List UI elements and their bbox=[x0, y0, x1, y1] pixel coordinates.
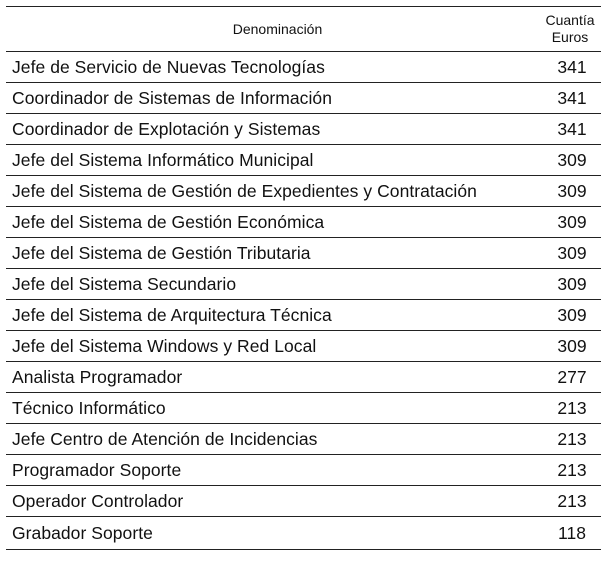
table-row bbox=[6, 269, 601, 300]
row-denominacion: Jefe del Sistema de Gestión de Expedientes y Contratación bbox=[12, 180, 477, 201]
row-denominacion: Jefe Centro de Atención de Incidencias bbox=[12, 428, 318, 449]
row-denominacion: Coordinador de Explotación y Sistemas bbox=[12, 118, 321, 139]
row-cuantia: 213 bbox=[557, 459, 587, 480]
row-denominacion: Coordinador de Sistemas de Información bbox=[12, 87, 332, 108]
row-cuantia: 118 bbox=[558, 522, 586, 543]
row-denominacion: Jefe de Servicio de Nuevas Tecnologías bbox=[12, 56, 325, 77]
table-header bbox=[6, 7, 601, 52]
table-row bbox=[6, 424, 601, 455]
row-cuantia: 213 bbox=[557, 490, 587, 511]
table-row bbox=[6, 83, 601, 114]
table-row bbox=[6, 362, 601, 393]
row-denominacion: Grabador Soporte bbox=[12, 522, 153, 543]
header-cuantia-line2: Euros bbox=[551, 29, 589, 45]
table-row bbox=[6, 145, 601, 176]
row-cuantia: 309 bbox=[557, 273, 587, 294]
table-row bbox=[6, 486, 601, 517]
row-denominacion: Técnico Informático bbox=[12, 397, 166, 418]
row-cuantia: 309 bbox=[557, 211, 587, 232]
table-row bbox=[6, 207, 601, 238]
row-denominacion: Jefe del Sistema Informático Municipal bbox=[12, 149, 314, 170]
table-row bbox=[6, 455, 601, 486]
table-row bbox=[6, 517, 601, 550]
row-cuantia: 341 bbox=[557, 87, 587, 108]
row-denominacion: Analista Programador bbox=[12, 366, 183, 387]
row-cuantia: 309 bbox=[557, 242, 587, 263]
row-denominacion: Programador Soporte bbox=[12, 459, 182, 480]
row-cuantia: 309 bbox=[557, 180, 587, 201]
table-row bbox=[6, 176, 601, 207]
table-row bbox=[6, 331, 601, 362]
row-denominacion: Jefe del Sistema Windows y Red Local bbox=[12, 335, 317, 356]
row-cuantia: 309 bbox=[557, 149, 587, 170]
row-cuantia: 213 bbox=[557, 397, 587, 418]
table-row bbox=[6, 238, 601, 269]
table-body bbox=[6, 52, 601, 550]
row-denominacion: Jefe del Sistema de Gestión Tributaria bbox=[12, 242, 311, 263]
compensation-table bbox=[6, 6, 601, 550]
table-row bbox=[6, 52, 601, 83]
row-cuantia: 341 bbox=[557, 56, 587, 77]
header-cuantia-line1: Cuantía bbox=[545, 12, 595, 28]
table-row bbox=[6, 393, 601, 424]
row-cuantia: 213 bbox=[557, 428, 587, 449]
table-row bbox=[6, 300, 601, 331]
header-denominacion: Denominación bbox=[232, 21, 323, 37]
row-denominacion: Jefe del Sistema de Gestión Económica bbox=[12, 211, 325, 232]
row-cuantia: 309 bbox=[557, 304, 587, 325]
row-denominacion: Jefe del Sistema Secundario bbox=[12, 273, 237, 294]
row-denominacion: Jefe del Sistema de Arquitectura Técnica bbox=[12, 304, 332, 325]
row-cuantia: 341 bbox=[557, 118, 587, 139]
row-cuantia: 277 bbox=[557, 366, 587, 387]
row-cuantia: 309 bbox=[557, 335, 587, 356]
header-cuantia bbox=[539, 7, 601, 51]
row-denominacion: Operador Controlador bbox=[12, 490, 184, 511]
table-row bbox=[6, 114, 601, 145]
